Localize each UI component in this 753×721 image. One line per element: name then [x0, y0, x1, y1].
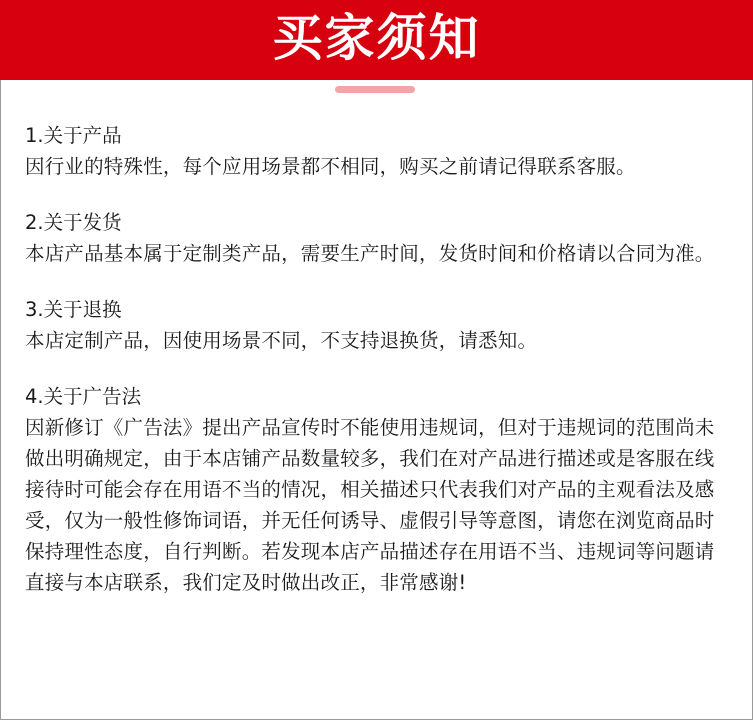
section-heading: 1.关于产品 — [25, 124, 122, 147]
page-title: 买家须知 — [272, 9, 481, 67]
section-product — [25, 120, 725, 182]
section-body: 因行业的特殊性，每个应用场景都不相同，购买之前请记得联系客服。 — [25, 155, 636, 178]
title-banner — [0, 0, 753, 80]
section-advertising-law — [25, 381, 725, 598]
section-body: 本店定制产品，因使用场景不同，不支持退换货，请悉知。 — [25, 329, 538, 352]
section-heading: 3.关于退换 — [25, 298, 122, 321]
section-returns — [25, 294, 725, 356]
section-heading: 2.关于发货 — [25, 211, 122, 234]
notice-content — [25, 120, 725, 623]
section-shipping — [25, 207, 725, 269]
section-body: 因新修订《广告法》提出产品宣传时不能使用违规词，但对于违规词的范围尚未做出明确规定，由于本店铺产品数量较多，我们在对产品进行描述或是客服在线接待时可能会存在用语不当的情况，相关描述只代表我们对产品的主观看法及感受，仅为一般性修饰词语，并无任何诱导、虚假引导等意图，请您在浏览商品时保持理性态度，自行判断。若发现本店产品描述存在用语不当、违规词等问题请直接与本店联系，我们定及时做出改正，非常感谢! — [25, 416, 715, 594]
section-body: 本店产品基本属于定制类产品，需要生产时间，发货时间和价格请以合同为准。 — [25, 242, 715, 265]
section-heading: 4.关于广告法 — [25, 385, 142, 408]
decorative-pill — [335, 86, 415, 93]
